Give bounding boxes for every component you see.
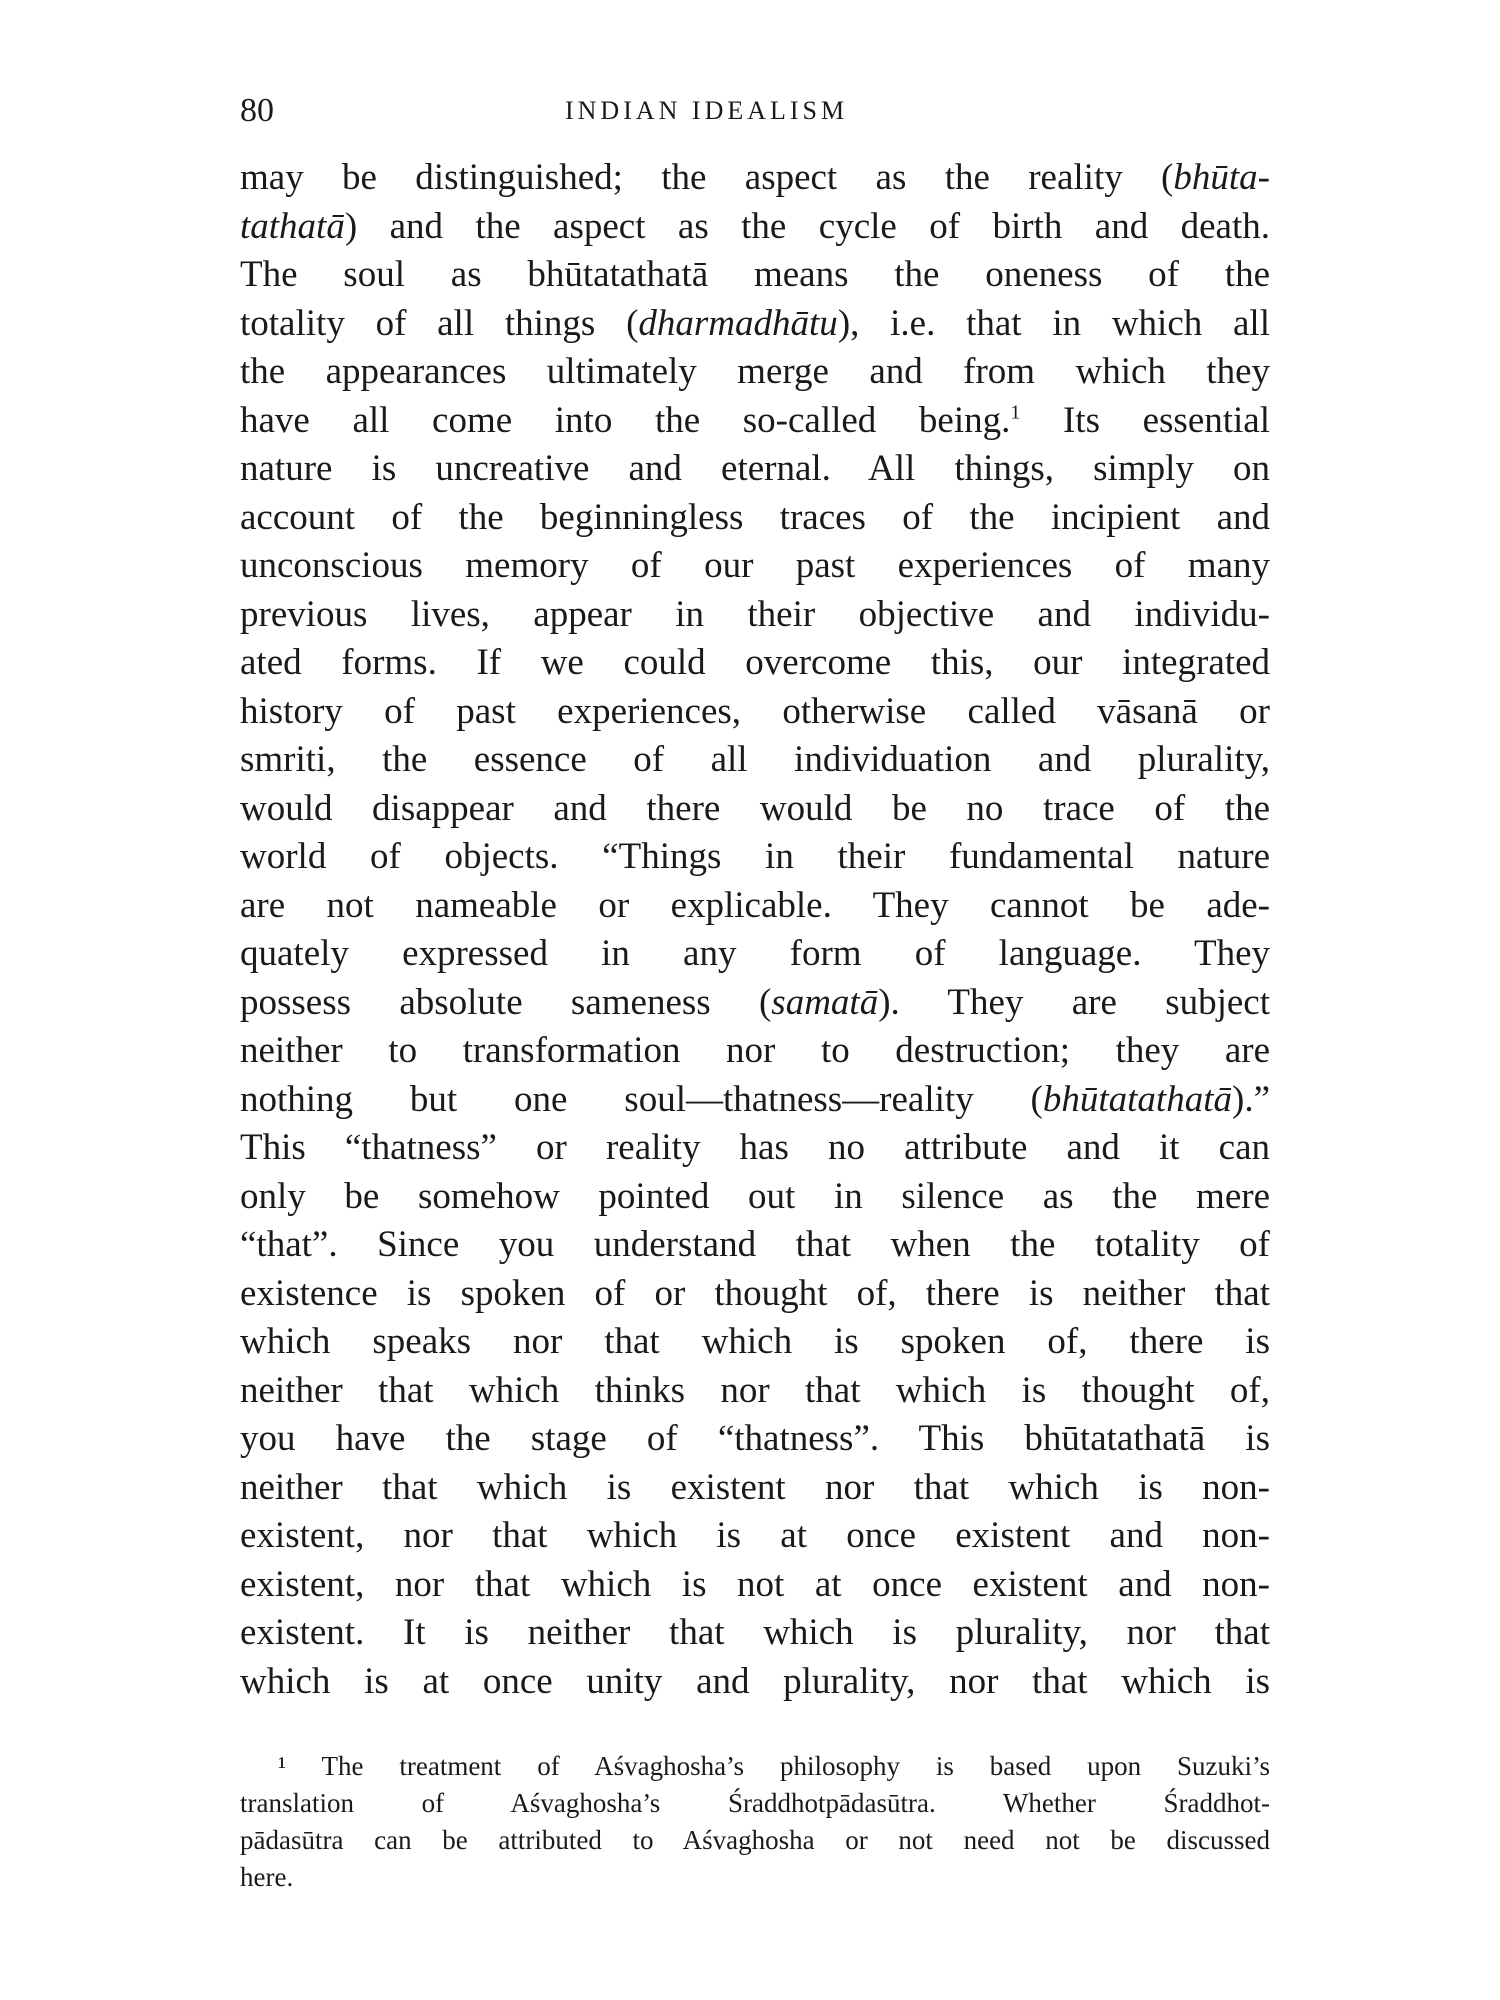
text-line: existent, nor that which is not at once existent and non- — [240, 1563, 1270, 1605]
footnotes — [240, 1748, 1270, 1896]
body-text — [240, 154, 1270, 1706]
text-line: neither that which is existent nor that which is non- — [240, 1466, 1270, 1508]
text-line: smriti, the essence of all individuation and plurality, — [240, 739, 1270, 780]
text-line: neither that which thinks nor that which is thought of, — [240, 1369, 1270, 1411]
text-line: tathatā) and the aspect as the cycle of birth and death. — [240, 205, 1270, 247]
italic-term: bhūtatathatā — [1042, 1078, 1232, 1120]
text-line: nature is uncreative and eternal. All things, simply on — [240, 448, 1270, 489]
footnote-line: pādasūtra can be attributed to Aśvaghosha or not need not be discussed — [240, 1825, 1270, 1855]
text-line: unconscious memory of our past experiences of many — [240, 545, 1270, 586]
book-page — [240, 92, 1270, 1896]
italic-term: dharmadhātu — [638, 302, 838, 344]
text-line: account of the beginningless traces of the incipient and — [240, 496, 1270, 538]
text-line: nothing but one soul—thatness—reality (bhūtatathatā).” — [240, 1078, 1270, 1120]
text-line: previous lives, appear in their objective and individu- — [240, 593, 1270, 635]
text-line: history of past experiences, otherwise called vāsanā or — [240, 690, 1270, 732]
text-line: have all come into the so-called being.$^1$ Its essential — [240, 399, 1270, 441]
text-line: which speaks nor that which is spoken of, there is — [240, 1321, 1270, 1362]
text-line: world of objects. “Things in their fundamental nature — [240, 836, 1270, 877]
footnote-line: here. — [240, 1862, 294, 1892]
footnote-line: ¹ The treatment of Aśvaghosha’s philosophy is based upon Suzuki’s — [278, 1751, 1270, 1781]
text-line: possess absolute sameness (samatā). They are subject — [240, 981, 1270, 1023]
text-line: are not nameable or explicable. They cannot be ade- — [240, 884, 1270, 926]
footnote-line: translation of Aśvaghosha’s Śraddhotpādasūtra. Whether Śraddhot- — [240, 1788, 1270, 1818]
text-line: neither to transformation nor to destruction; they are — [240, 1030, 1270, 1071]
text-line: existent. It is neither that which is plurality, nor that — [240, 1612, 1270, 1653]
text-line: “that”. Since you understand that when the totality of — [240, 1224, 1270, 1265]
text-line: may be distinguished; the aspect as the reality (bhūta- — [240, 157, 1270, 198]
text-line: totality of all things (dharmadhātu), i.e. that in which all — [240, 302, 1270, 344]
text-line: only be somehow pointed out in silence as the mere — [240, 1175, 1270, 1217]
text-line: existent, nor that which is at once existent and non- — [240, 1515, 1270, 1556]
footnote-marker[interactable]: 1 — [1010, 401, 1021, 424]
text-line: you have the stage of “thatness”. This bhūtatathatā is — [240, 1418, 1270, 1459]
running-head — [240, 92, 1270, 140]
text-line: This “thatness” or reality has no attribute and it can — [240, 1127, 1270, 1168]
text-line: The soul as bhūtatathatā means the oneness of the — [240, 254, 1270, 295]
text-line: would disappear and there would be no trace of the — [240, 787, 1270, 829]
text-line: quately expressed in any form of language. They — [240, 933, 1270, 974]
italic-term: bhūta- — [1173, 157, 1270, 198]
text-line: which is at once unity and plurality, nor that which is — [240, 1660, 1270, 1702]
page-number: 80 — [240, 92, 274, 129]
text-line: ated forms. If we could overcome this, our integrated — [240, 642, 1270, 683]
italic-term: tathatā — [240, 205, 345, 247]
running-title: INDIAN IDEALISM — [565, 96, 849, 125]
text-line: the appearances ultimately merge and from which they — [240, 351, 1270, 392]
italic-term: samatā — [771, 981, 879, 1023]
text-line: existence is spoken of or thought of, there is neither that — [240, 1272, 1270, 1314]
